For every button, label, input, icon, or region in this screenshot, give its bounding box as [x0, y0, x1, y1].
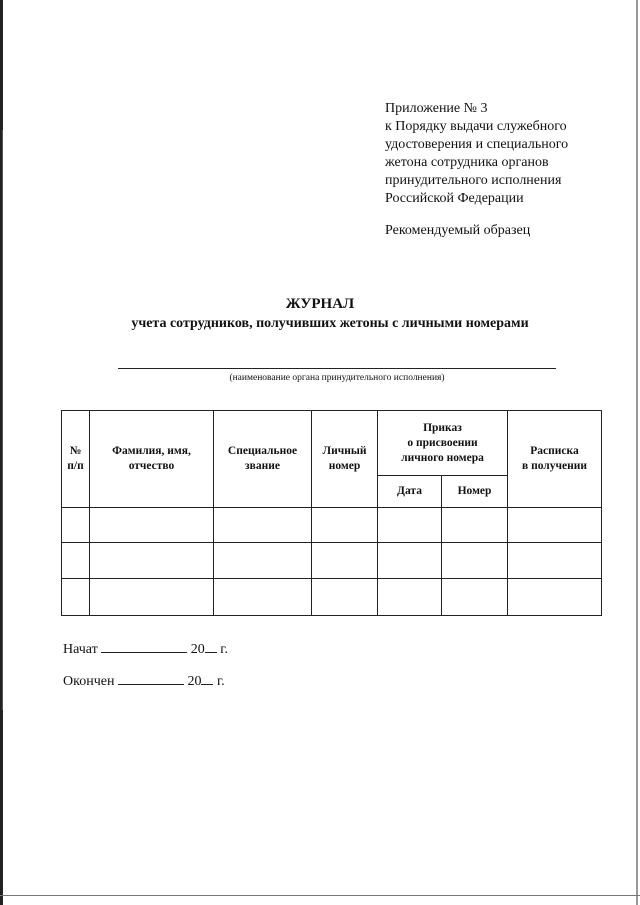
table-cell: [378, 543, 442, 579]
started-year-suffix: г.: [220, 642, 228, 657]
header-order-date: Дата: [378, 476, 442, 508]
table-cell: [312, 543, 378, 579]
table-cell: [214, 579, 312, 616]
table-cell: [378, 508, 442, 543]
ended-line: [63, 672, 225, 690]
organization-caption: (наименование органа принудительного исполнения): [229, 373, 445, 383]
table-row: [62, 543, 602, 579]
header-name: Фамилия, имя, отчество: [90, 411, 214, 508]
sample-label: Рекомендуемый образец: [385, 223, 531, 238]
table-row: [62, 508, 602, 543]
appendix-line: принудительного исполнения: [385, 173, 562, 188]
page-edge-shadow: [2, 130, 3, 710]
header-personal-number: Личный номер: [312, 411, 378, 508]
table-cell: [442, 508, 508, 543]
table-cell: [508, 543, 602, 579]
table-cell: [508, 508, 602, 543]
started-date-blank: [101, 640, 187, 653]
table-cell: [214, 543, 312, 579]
table-cell: [90, 508, 214, 543]
document-title: ЖУРНАЛ: [285, 296, 355, 312]
journal-table: [61, 410, 602, 616]
table-cell: [378, 579, 442, 616]
started-year-blank: [205, 640, 217, 653]
table-cell: [312, 508, 378, 543]
header-order-number: Номер: [442, 476, 508, 508]
header-num: № п/п: [62, 411, 90, 508]
table-cell: [62, 579, 90, 616]
header-order: Приказ о присвоении личного номера: [378, 411, 508, 476]
table-cell: [508, 579, 602, 616]
ended-year-prefix: 20: [187, 674, 202, 689]
organization-name-line: [118, 368, 556, 369]
appendix-line: к Порядку выдачи служебного: [385, 119, 567, 134]
appendix-line: Российской Федерации: [385, 191, 524, 206]
ended-year-blank: [201, 672, 213, 685]
appendix-line: Приложение № 3: [385, 101, 488, 116]
page-edge-bottom: [0, 895, 640, 896]
appendix-line: жетона сотрудника органов: [385, 155, 549, 170]
ended-label: Окончен: [63, 674, 115, 689]
table-cell: [62, 543, 90, 579]
appendix-block: [385, 100, 625, 208]
header-receipt: Расписка в получении: [508, 411, 602, 508]
table-cell: [62, 508, 90, 543]
table-cell: [312, 579, 378, 616]
ended-date-blank: [118, 672, 184, 685]
table-cell: [90, 579, 214, 616]
started-line: [63, 640, 228, 658]
appendix-line: удостоверения и специального: [385, 137, 569, 152]
header-rank: Специальное звание: [214, 411, 312, 508]
document-subtitle: учета сотрудников, получивших жетоны с личными номерами: [131, 316, 529, 331]
table-row: [62, 579, 602, 616]
table-cell: [90, 543, 214, 579]
table-cell: [442, 543, 508, 579]
table-cell: [214, 508, 312, 543]
started-year-prefix: 20: [190, 642, 205, 657]
ended-year-suffix: г.: [216, 674, 225, 689]
table-cell: [442, 579, 508, 616]
started-label: Начат: [63, 642, 98, 657]
page-edge-right: [636, 0, 638, 905]
